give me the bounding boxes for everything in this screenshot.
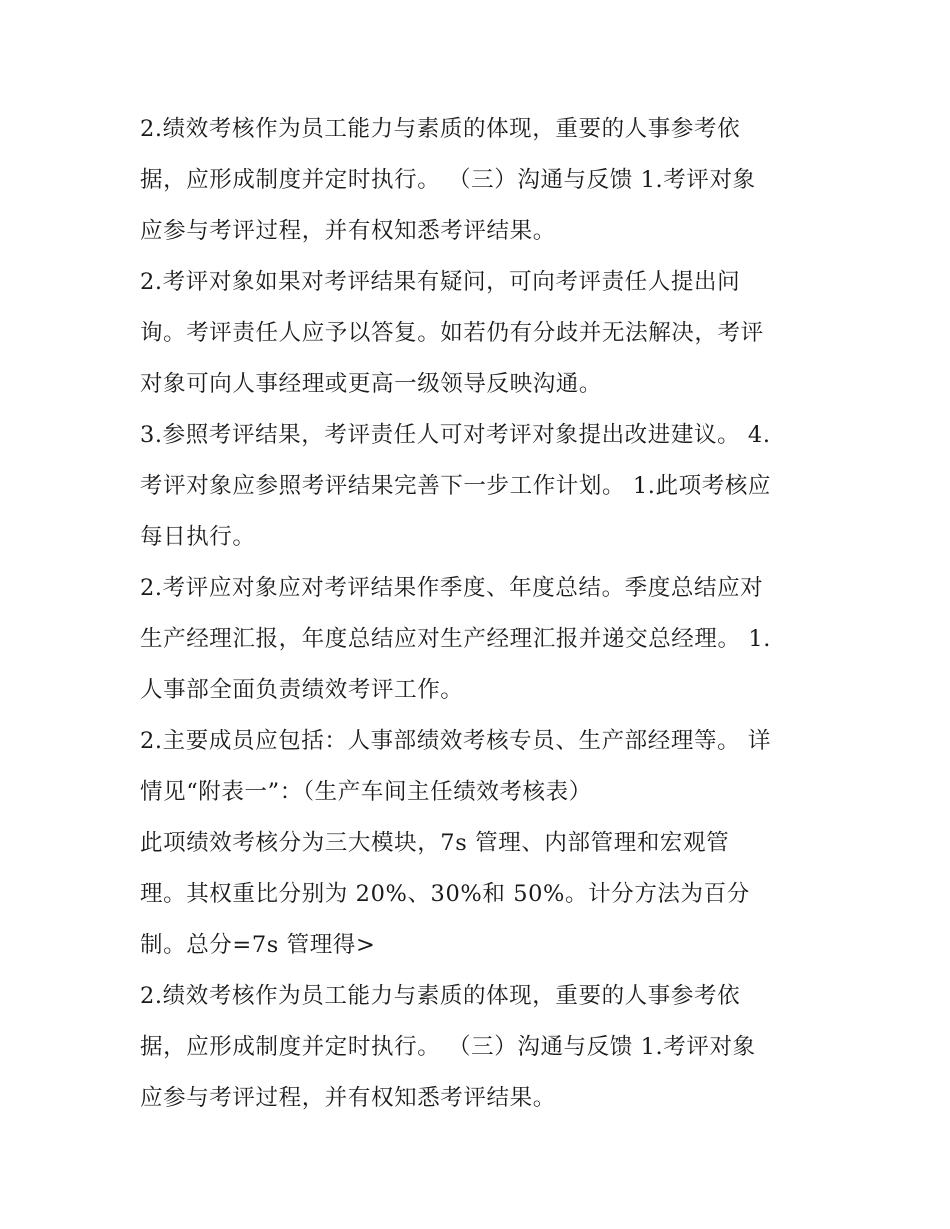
document-body bbox=[140, 104, 820, 1124]
text-line: 2.绩效考核作为员工能力与素质的体现，重要的人事参考依 bbox=[140, 983, 741, 1009]
text-line: 据，应形成制度并定时执行。 （三）沟通与反馈 1.考评对象 bbox=[140, 167, 756, 193]
paragraph-2 bbox=[140, 257, 820, 410]
text-line: 应参与考评过程，并有权知悉考评结果。 bbox=[140, 218, 556, 244]
text-line: 制。总分=7s 管理得> bbox=[140, 932, 376, 958]
paragraph-7 bbox=[140, 971, 820, 1124]
paragraph-1 bbox=[140, 104, 820, 257]
text-line: 2.主要成员应包括：人事部绩效考核专员、生产部经理等。 详 bbox=[140, 728, 772, 754]
text-line: 每日执行。 bbox=[140, 524, 256, 550]
text-line: 人事部全面负责绩效考评工作。 bbox=[140, 677, 464, 703]
text-line: 3.参照考评结果，考评责任人可对考评对象提出改进建议。 4. bbox=[140, 422, 771, 448]
text-line: 此项绩效考核分为三大模块，7s 管理、内部管理和宏观管 bbox=[140, 830, 730, 856]
paragraph-6 bbox=[140, 818, 820, 971]
text-line: 考评对象应参照考评结果完善下一步工作计划。 1.此项考核应 bbox=[140, 473, 772, 499]
text-line: 2.考评应对象应对考评结果作季度、年度总结。季度总结应对 bbox=[140, 575, 764, 601]
text-line: 2.考评对象如果对考评结果有疑问，可向考评责任人提出问 bbox=[140, 269, 741, 295]
paragraph-5 bbox=[140, 716, 820, 818]
text-line: 生产经理汇报，年度总结应对生产经理汇报并递交总经理。 1. bbox=[140, 626, 772, 652]
text-line: 理。其权重比分别为 20%、30%和 50%。计分方法为百分 bbox=[140, 881, 750, 907]
text-line: 2.绩效考核作为员工能力与素质的体现，重要的人事参考依 bbox=[140, 116, 741, 142]
text-line: 应参与考评过程，并有权知悉考评结果。 bbox=[140, 1085, 556, 1111]
paragraph-4 bbox=[140, 563, 820, 716]
text-line: 情见“附表一”：（生产车间主任绩效考核表） bbox=[140, 779, 592, 805]
text-line: 询。考评责任人应予以答复。如若仍有分歧并无法解决，考评 bbox=[140, 320, 764, 346]
text-line: 对象可向人事经理或更高一级领导反映沟通。 bbox=[140, 371, 603, 397]
text-line: 据，应形成制度并定时执行。 （三）沟通与反馈 1.考评对象 bbox=[140, 1034, 756, 1060]
paragraph-3 bbox=[140, 410, 820, 563]
